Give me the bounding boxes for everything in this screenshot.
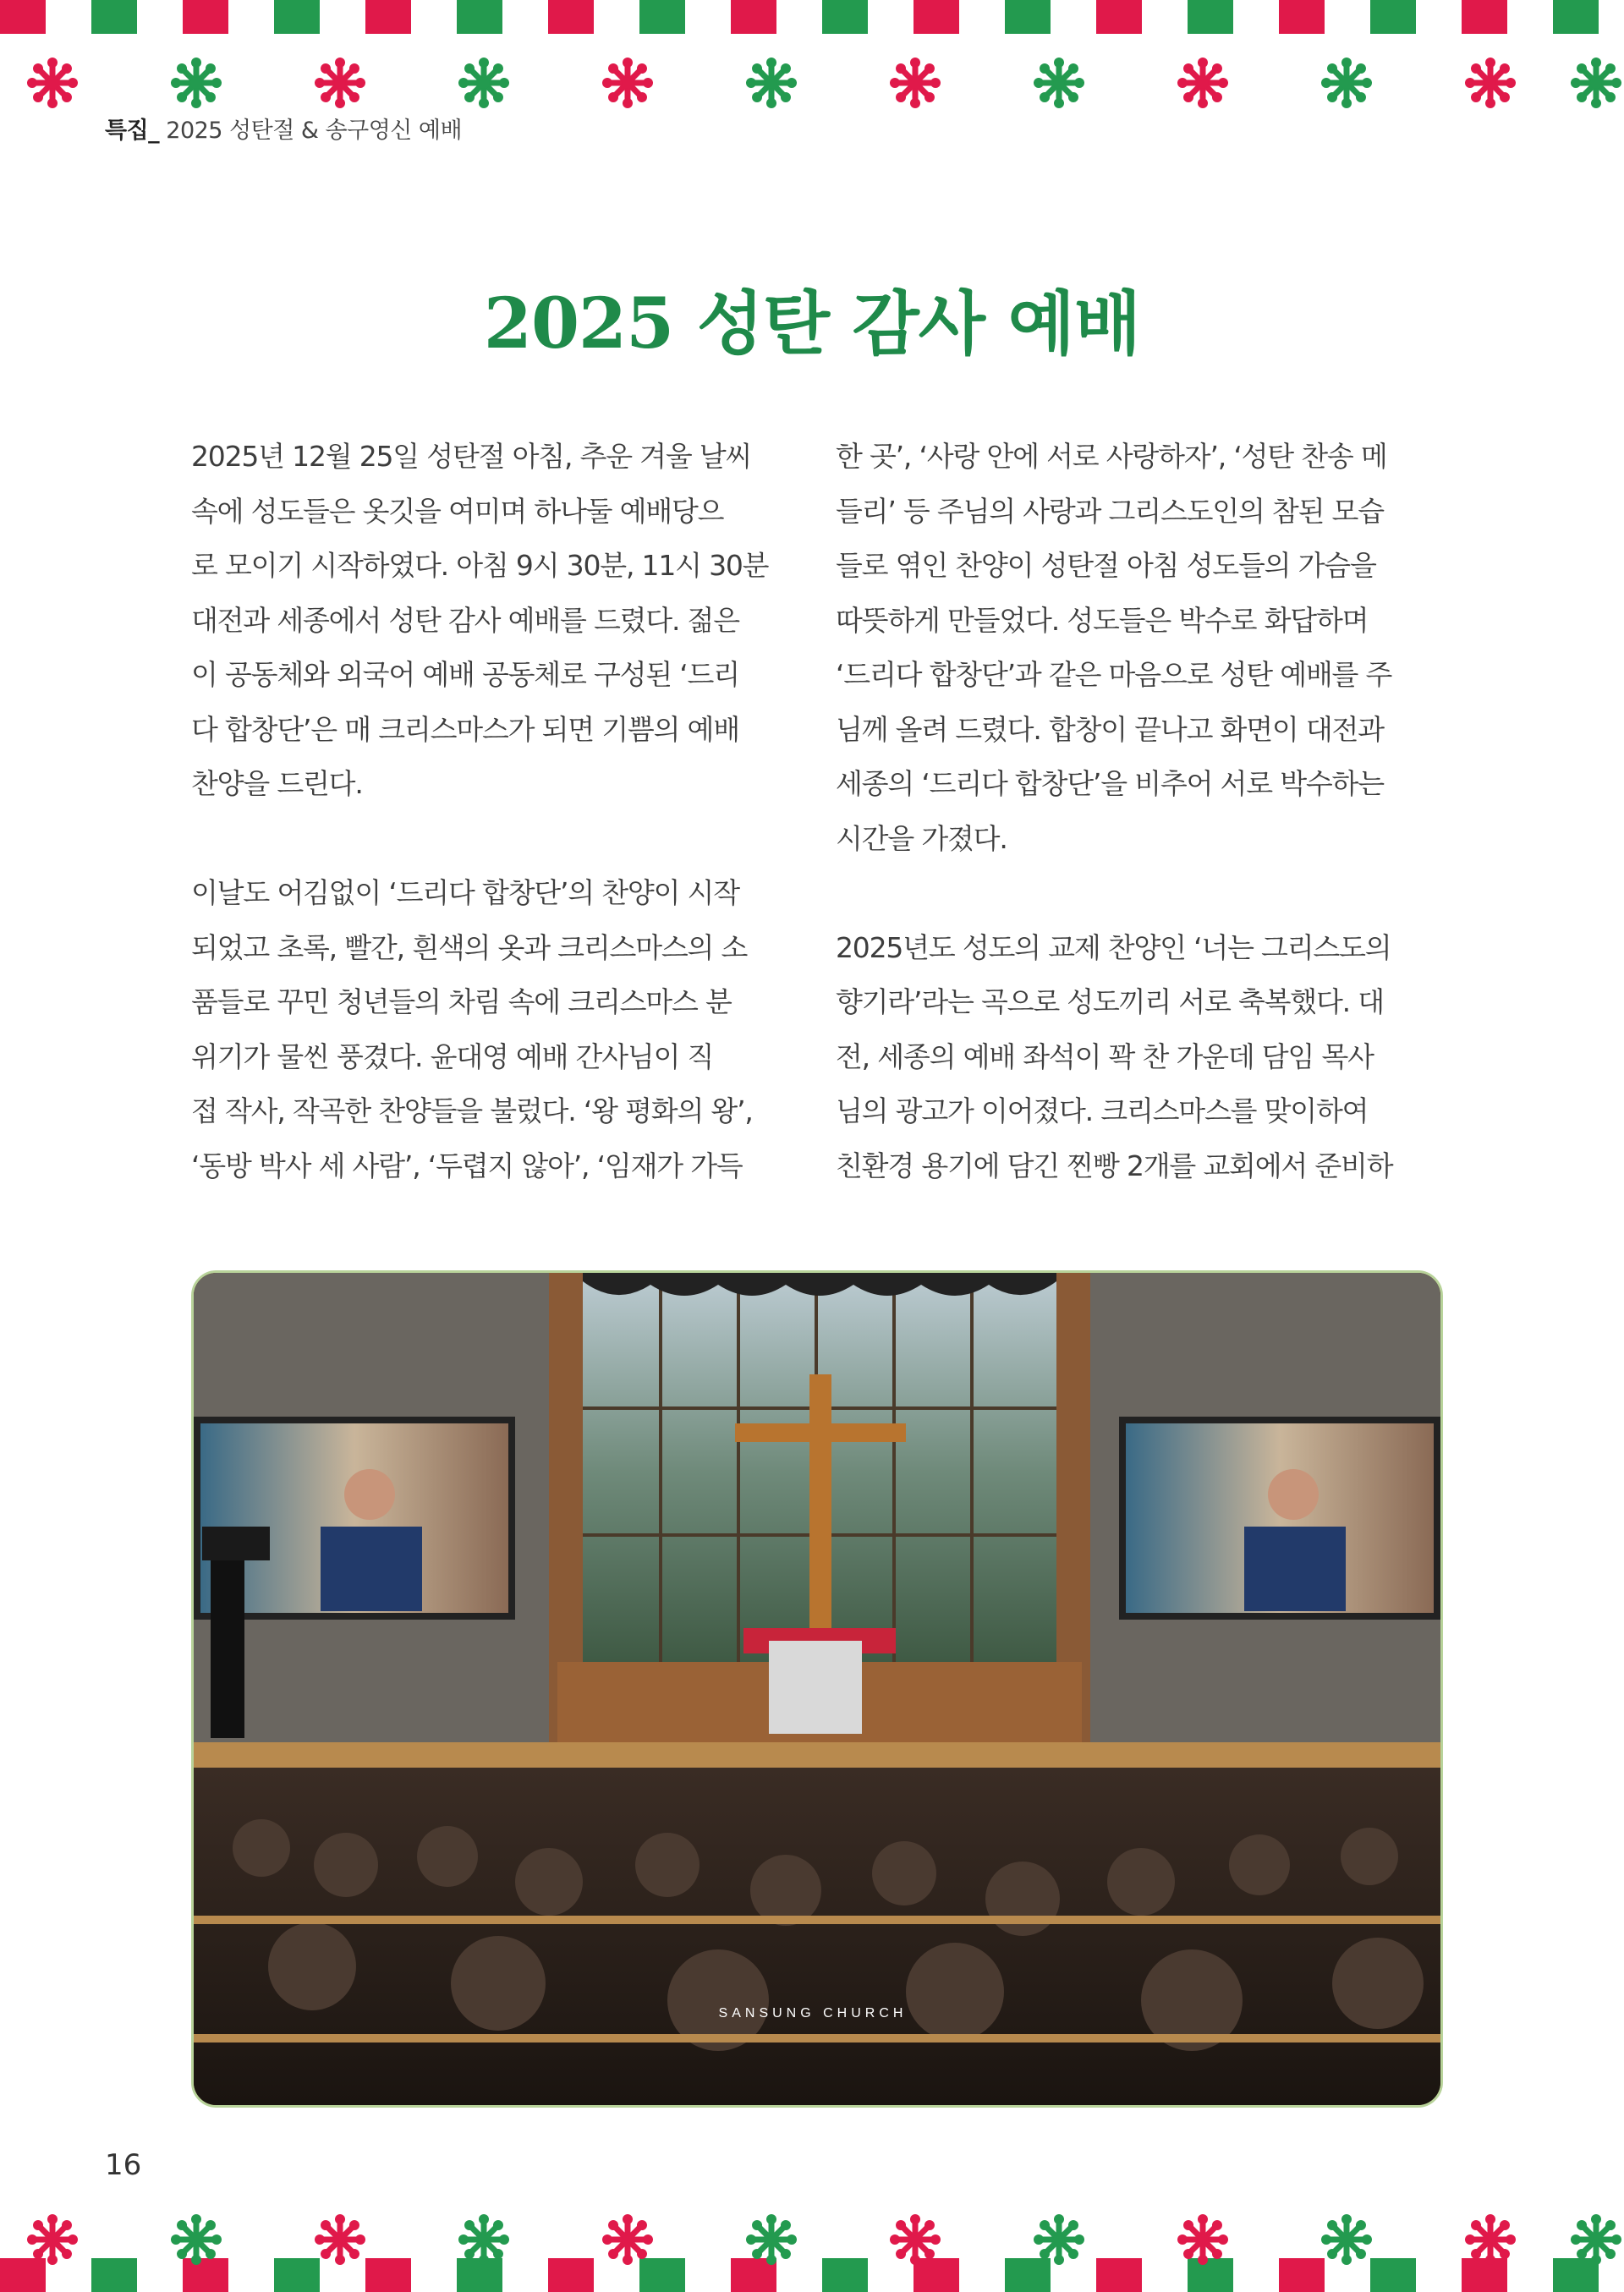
stripe-segment (365, 0, 411, 34)
stripe-segment (548, 0, 594, 34)
top-stripe-border (0, 0, 1624, 34)
body-line: 품들로 꾸민 청년들의 차림 속에 크리스마스 분 (191, 985, 732, 1018)
body-line: ‘동방 박사 세 사람’, ‘두렵지 않아’, ‘임재가 가득 (191, 1149, 743, 1182)
body-line: 속에 성도들은 옷깃을 여미며 하나둘 예배당으 (191, 494, 724, 528)
body-line: 친환경 용기에 담긴 찐빵 2개를 교회에서 준비하 (836, 1149, 1393, 1182)
snowflake-icon (1176, 56, 1230, 110)
body-line: ‘드리다 합창단’과 같은 마음으로 성탄 예배를 주 (836, 658, 1392, 691)
body-line: 따뜻하게 만들었다. 성도들은 박수로 화답하며 (836, 603, 1369, 637)
stripe-segment (914, 0, 959, 34)
stripe-segment (457, 0, 502, 34)
stripe-segment (411, 0, 457, 34)
stripe-segment (1462, 0, 1507, 34)
stripe-segment (183, 0, 228, 34)
section-label: 특집_ (105, 118, 160, 144)
snowflake-icon (1463, 2212, 1517, 2267)
stripe-segment (320, 0, 365, 34)
body-line: 접 작사, 작곡한 찬양들을 불렀다. ‘왕 평화의 왕’, (191, 1094, 753, 1127)
snowflake-icon (1176, 2212, 1230, 2267)
stripe-segment (1233, 0, 1279, 34)
body-line: 님의 광고가 이어졌다. 크리스마스를 맞이하여 (836, 1094, 1369, 1127)
body-line: 찬양을 드린다. (191, 767, 363, 800)
snowflake-icon (1032, 2212, 1086, 2267)
body-line: 2025년 12월 25일 성탄절 아침, 추운 겨울 날씨 (191, 440, 752, 473)
body-line: 들로 엮인 찬양이 성탄절 아침 성도들의 가슴을 (836, 549, 1376, 582)
stripe-segment (0, 0, 46, 34)
stripe-segment (1005, 0, 1051, 34)
snowflake-icon (601, 56, 655, 110)
stripe-segment (1096, 0, 1142, 34)
stripe-segment (685, 0, 731, 34)
body-line: 님께 올려 드렸다. 합창이 끝나고 화면이 대전과 (836, 712, 1384, 746)
body-line: 시간을 가졌다. (836, 821, 1007, 855)
snowflake-icon (457, 2212, 511, 2267)
snowflake-icon (888, 56, 942, 110)
stripe-segment (1051, 0, 1096, 34)
snowflake-icon (1463, 56, 1517, 110)
photo-watermark: SANSUNG CHURCH (718, 2006, 908, 2021)
body-line: 대전과 세종에서 성탄 감사 예배를 드렸다. 젊은 (191, 603, 739, 637)
stripe-segment (1279, 0, 1325, 34)
stripe-segment (274, 0, 320, 34)
snowflake-icon (888, 2212, 942, 2267)
body-line: 위기가 물씬 풍겼다. 윤대영 예배 간사님이 직 (191, 1039, 714, 1073)
snowflake-icon (601, 2212, 655, 2267)
stripe-segment (1142, 0, 1188, 34)
top-snowflake-row (0, 44, 1624, 112)
stripe-segment (1553, 0, 1599, 34)
stripe-segment (46, 0, 91, 34)
snowflake-icon (1569, 56, 1623, 110)
article-title: 2025 성탄 감사 예배 (483, 283, 1141, 365)
body-line: 세종의 ‘드리다 합창단’을 비추어 서로 박수하는 (836, 767, 1384, 800)
body-line (191, 812, 797, 867)
snowflake-icon (744, 56, 798, 110)
stripe-segment (776, 0, 822, 34)
body-line: 2025년도 성도의 교제 찬양인 ‘너는 그리스도의 (836, 930, 1391, 964)
body-line: 다 합창단’은 매 크리스마스가 되면 기쁨의 예배 (191, 712, 739, 746)
snowflake-icon (1320, 56, 1374, 110)
stripe-segment (1325, 0, 1370, 34)
stripe-segment (731, 0, 776, 34)
stripe-segment (822, 0, 868, 34)
stripe-segment (1370, 0, 1416, 34)
body-line: 이날도 어김없이 ‘드리다 합창단’의 찬양이 시작 (191, 876, 739, 909)
stripe-segment (1599, 0, 1624, 34)
snowflake-icon (457, 56, 511, 110)
stripe-segment (868, 0, 914, 34)
section-subtitle: 2025 성탄절 & 송구영신 예배 (166, 118, 463, 144)
snowflake-icon (169, 56, 223, 110)
snowflake-icon (25, 2212, 80, 2267)
snowflake-icon (1032, 56, 1086, 110)
body-column-right (836, 430, 1441, 1193)
worship-photo (191, 1270, 1443, 2108)
body-line: 한 곳’, ‘사랑 안에 서로 사랑하자’, ‘성탄 찬송 메 (836, 440, 1387, 473)
stripe-segment (639, 0, 685, 34)
body-line: 이 공동체와 외국어 예배 공동체로 구성된 ‘드리 (191, 658, 739, 691)
stripe-segment (91, 0, 137, 34)
body-line (836, 866, 1441, 921)
stripe-segment (1507, 0, 1553, 34)
page-number: 16 (105, 2148, 142, 2182)
body-line: 전, 세종의 예배 좌석이 꽉 찬 가운데 담임 목사 (836, 1039, 1374, 1073)
snowflake-icon (313, 2212, 367, 2267)
snowflake-icon (25, 56, 80, 110)
snowflake-icon (1320, 2212, 1374, 2267)
body-line: 되었고 초록, 빨간, 흰색의 옷과 크리스마스의 소 (191, 930, 748, 964)
stripe-segment (1416, 0, 1462, 34)
body-line: 들리’ 등 주님의 사랑과 그리스도인의 참된 모습 (836, 494, 1384, 528)
snowflake-icon (744, 2212, 798, 2267)
section-header (105, 112, 462, 145)
body-column-left (191, 430, 797, 1193)
stripe-segment (137, 0, 183, 34)
snowflake-icon (1569, 2212, 1623, 2267)
stripe-segment (959, 0, 1005, 34)
snowflake-icon (313, 56, 367, 110)
stripe-segment (1188, 0, 1233, 34)
bottom-snowflake-row (0, 2201, 1624, 2268)
stripe-segment (228, 0, 274, 34)
body-line: 로 모이기 시작하였다. 아침 9시 30분, 11시 30분 (191, 549, 769, 582)
stripe-segment (594, 0, 639, 34)
stripe-segment (502, 0, 548, 34)
body-line: 향기라’라는 곡으로 성도끼리 서로 축복했다. 대 (836, 985, 1384, 1018)
snowflake-icon (169, 2212, 223, 2267)
